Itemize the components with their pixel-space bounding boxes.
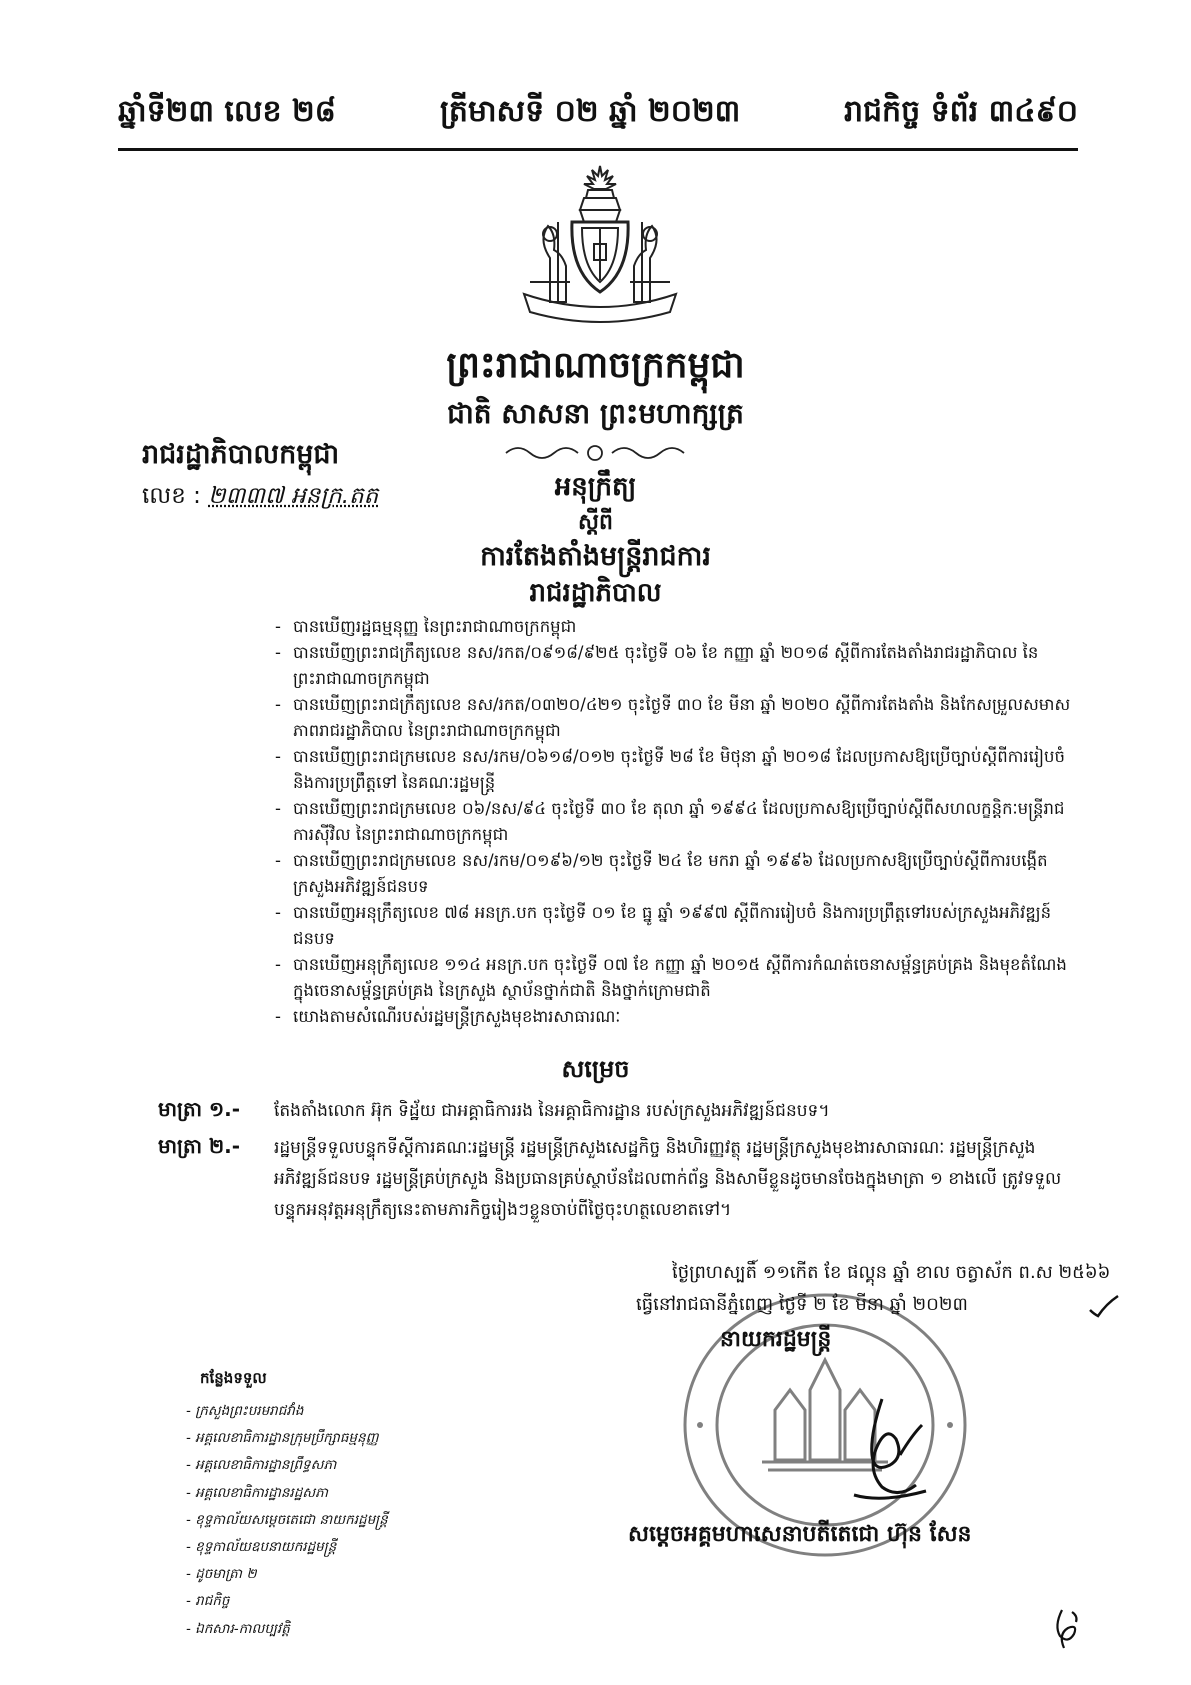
document-type-title: អនុក្រឹត្យ	[554, 472, 637, 502]
handwritten-initial-icon	[1048, 1606, 1082, 1654]
recitals-list	[275, 614, 1075, 1030]
article-label: មាត្រា ២.-	[158, 1134, 241, 1158]
check-mark-icon	[1088, 1294, 1120, 1318]
kingdom-name: ព្រះរាជាណាចក្រកម្ពុជា	[446, 345, 745, 386]
recipient-item: - អគ្គលេខាធិការដ្ឋានរដ្ឋសភា	[186, 1480, 388, 1507]
recital-item: - បានឃើញព្រះរាជក្រឹត្យលេខ នស/រកត/០៩១៨/៩២៥ ចុះថ្ងៃទី ០៦ ខែ កញ្ញា ឆ្នាំ ២០១៨ ស្តីពីការតែងតាំងរាជរដ្ឋាភិបាល នៃព្រះរាជាណាចក្រកម្ពុជា	[275, 640, 1075, 692]
recital-item: - យោងតាមសំណើរបស់រដ្ឋមន្រ្តីក្រសួងមុខងារសាធារណៈ	[275, 1004, 1075, 1030]
document-subject: ការតែងតាំងមន្រ្តីរាជការ	[480, 541, 711, 572]
recipient-item: - អគ្គលេខាធិការដ្ឋានក្រុមប្រឹក្សាធម្មនុញ្ញ	[186, 1425, 388, 1452]
recital-item: - បានឃើញព្រះរាជក្រមលេខ ០៦/នស/៩៤ ចុះថ្ងៃទី ៣០ ខែ តុលា ឆ្នាំ ១៩៩៤ ដែលប្រកាសឱ្យប្រើច្បាប់ស្តីពីសហលក្ខន្តិកៈមន្រ្តីរាជការស៊ីវិល នៃព្រះរាជាណាចក្រកម្ពុជា	[275, 796, 1075, 848]
article-text: តែងតាំងលោក អ៊ុក ទិដ្ឋ័យ ជាអគ្គាធិការរង នៃអគ្គាធិការដ្ឋាន របស់ក្រសួងអភិវឌ្ឍន៍ជនបទ។	[274, 1101, 830, 1121]
recipient-item: - ខុទ្ទកាល័យឧបនាយករដ្ឋមន្រ្តី	[186, 1534, 388, 1561]
article-text: រដ្ឋមន្រ្តីទទួលបន្ទុកទីស្តីការគណៈរដ្ឋមន្រ្តី រដ្ឋមន្រ្តីក្រសួងសេដ្ឋកិច្ច និងហិរញ្ញវត្ថុ រដ្ឋមន្រ្តីក្រសួងមុខងារសាធារណៈ រដ្ឋមន្រ្តីក្រសួងអភិវឌ្ឍន៍ជនបទ រដ្ឋមន្រ្តីគ្រប់ក្រសួង និងប្រធានគ្រប់ស្ថាប័នដែលពាក់ព័ន្ធ និងសាមីខ្លួនដូចមានចែងក្នុងមាត្រា ១ ខាងលើ ត្រូវទទួលបន្ទុកអនុវត្តអនុក្រឹត្យនេះតាមភារកិច្ចរៀងៗខ្លួនចាប់ពីថ្ងៃចុះហត្ថលេខាតទៅ។	[274, 1138, 1062, 1220]
article-label: មាត្រា ១.-	[158, 1097, 241, 1121]
gazette-issue: ឆ្នាំទី២៣ លេខ ២៨	[118, 94, 336, 129]
document-number-label: លេខ :	[142, 483, 201, 509]
recipient-item: - ឯកសារ-កាលប្បវត្តិ	[186, 1616, 388, 1643]
recital-item: - បានឃើញព្រះរាជក្រមលេខ នស/រកម/០៦១៨/០១២ ចុះថ្ងៃទី ២៨ ខែ មិថុនា ឆ្នាំ ២០១៨ ដែលប្រកាសឱ្យប្រើច្បាប់ស្តីពីការរៀបចំ និងការប្រព្រឹត្តទៅ នៃគណៈរដ្ឋមន្រ្តី	[275, 744, 1075, 796]
signer-name: សម្តេចអគ្គមហាសេនាបតីតេជោ ហ៊ុន សែន	[628, 1522, 972, 1547]
recipients-list	[186, 1398, 388, 1643]
gazette-header	[118, 92, 1078, 146]
gazette-page-number: រាជកិច្ច ទំព័រ ៣៤៩០	[843, 94, 1078, 129]
recipient-item: - រាជកិច្ច	[186, 1588, 388, 1615]
recital-item: - បានឃើញអនុក្រឹត្យលេខ ៧៨ អនក្រ.បក ចុះថ្ងៃទី ០១ ខែ ធ្នូ ឆ្នាំ ១៩៩៧ ស្តីពីការរៀបចំ និងការប្រព្រឹត្តទៅរបស់ក្រសួងអភិវឌ្ឍន៍ជនបទ	[275, 900, 1075, 952]
recital-item: - បានឃើញរដ្ឋធម្មនុញ្ញ នៃព្រះរាជាណាចក្រកម្ពុជា	[275, 614, 1075, 640]
recipient-item: - ដូចមាត្រា ២	[186, 1561, 388, 1588]
lunar-date: ថ្ងៃព្រហស្បតិ៍ ១១កើត ខែ ផល្គុន ឆ្នាំ ខាល ចត្វាស័ក ព.ស ២៥៦៦	[672, 1262, 1111, 1283]
recipient-item: - ខុទ្ទកាល័យសម្តេចតេជោ នាយករដ្ឋមន្រ្តី	[186, 1507, 388, 1534]
signing-date: ធ្វើនៅរាជធានីភ្នំពេញ ថ្ងៃទី ២ ខែ មីនា ឆ្នាំ ២០២៣	[636, 1294, 968, 1315]
handwritten-signature-icon	[842, 1395, 932, 1505]
recipient-item: - ក្រសួងព្រះបរមរាជវាំង	[186, 1398, 388, 1425]
document-subject-connector: ស្តីពី	[578, 510, 613, 535]
national-motto: ជាតិ សាសនា ព្រះមហាក្សត្រ	[447, 397, 744, 430]
signatory-title: នាយករដ្ឋមន្រ្តី	[720, 1327, 832, 1352]
recital-item: - បានឃើញអនុក្រឹត្យលេខ ១១៤ អនក្រ.បក ចុះថ្ងៃទី ០៧ ខែ កញ្ញា ឆ្នាំ ២០១៥ ស្តីពីការកំណត់ចេនាសម្ព័ន្ធគ្រប់គ្រង និងមុខតំណែងក្នុងចេនាសម្ព័ន្ធគ្រប់គ្រង នៃក្រសួង ស្ថាប័នថ្នាក់ជាតិ និងថ្នាក់ក្រោមជាតិ	[275, 952, 1075, 1004]
recital-item: - បានឃើញព្រះរាជក្រឹត្យលេខ នស/រកត/០៣២០/៤២១ ចុះថ្ងៃទី ៣០ ខែ មីនា ឆ្នាំ ២០២០ ស្តីពីការតែងតាំង និងកែសម្រួលសមាសភាពរាជរដ្ឋាភិបាល នៃព្រះរាជាណាចក្រកម្ពុជា	[275, 692, 1075, 744]
ornament-divider-icon	[500, 441, 690, 465]
gazette-quarter: ត្រីមាសទី ០២ ឆ្នាំ ២០២៣	[440, 94, 741, 129]
government-issuer: រាជរដ្ឋាភិបាលកម្ពុជា	[142, 439, 340, 470]
document-number-value: ២៣៣៧ អនក្រ.តត	[208, 483, 379, 509]
recipients-heading: កន្លែងទទួល	[200, 1369, 267, 1387]
header-divider	[118, 148, 1078, 151]
recipient-item: - អគ្គលេខាធិការដ្ឋានព្រឹទ្ធសភា	[186, 1452, 388, 1479]
recital-item: - បានឃើញព្រះរាជក្រមលេខ នស/រកម/០១៩៦/១២ ចុះថ្ងៃទី ២៤ ខែ មករា ឆ្នាំ ១៩៩៦ ដែលប្រកាសឱ្យប្រើច្បាប់ស្តីពីការបង្កើតក្រសួងអភិវឌ្ឍន៍ជនបទ	[275, 848, 1075, 900]
decision-heading: សម្រេច	[561, 1055, 630, 1083]
royal-coat-of-arms-icon	[510, 162, 690, 332]
issuing-authority: រាជរដ្ឋាភិបាល	[529, 578, 662, 608]
